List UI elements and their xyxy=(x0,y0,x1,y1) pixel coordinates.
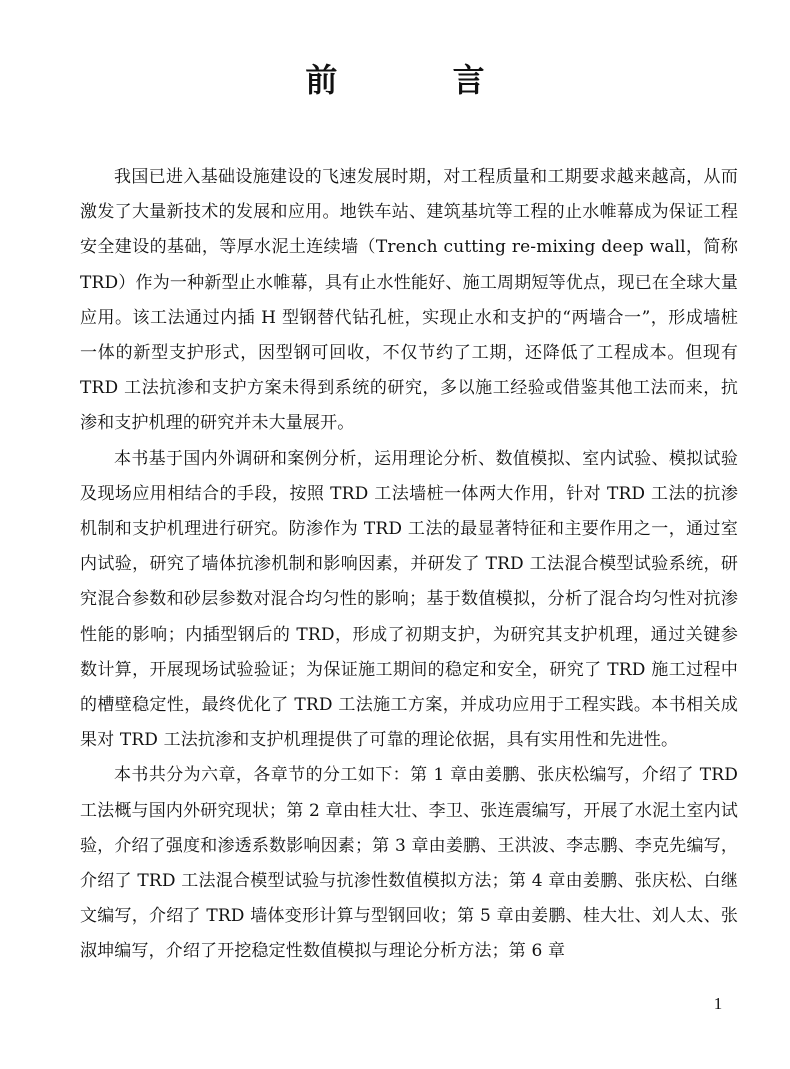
page-title: 前 言 xyxy=(305,61,537,99)
preface-body xyxy=(80,160,738,970)
paragraph-1: 我国已进入基础设施建设的飞速发展时期，对工程质量和工期要求越来越高，从而激发了大量新技术的发展和应用。地铁车站、建筑基坑等工程的止水帷幕成为保证工程安全建设的基础，等厚水泥土连续墙（Trench cutting re-mixing deep wall，简称 TRD）作为一种新型止水帷幕，具有止水性能好、施工周期短等优点，现已在全球大量应用。该工法通过内插 H 型钢替代钻孔桩，实现止水和支护的“两墙合一”，形成墙桩一体的新型支护形式，因型钢可回收，不仅节约了工期，还降低了工程成本。但现有 TRD 工法抗渗和支护方案未得到系统的研究，多以施工经验或借鉴其他工法而来，抗渗和支护机理的研究并未大量展开。 xyxy=(80,167,738,434)
paragraph-2: 本书基于国内外调研和案例分析，运用理论分析、数值模拟、室内试验、模拟试验及现场应用相结合的手段，按照 TRD 工法墙桩一体两大作用，针对 TRD 工法的抗渗机制和支护机理进行研究。防渗作为 TRD 工法的最显著特征和主要作用之一，通过室内试验，研究了墙体抗渗机制和影响因素，并研发了 TRD 工法混合模型试验系统，研究混合参数和砂层参数对混合均匀性的影响；基于数值模拟，分析了混合均匀性对抗渗性能的影响；内插型钢后的 TRD，形成了初期支护，为研究其支护机理，通过关键参数计算，开展现场试验验证；为保证施工期间的稳定和安全，研究了 TRD 施工过程中的槽壁稳定性，最终优化了 TRD 工法施工方案，并成功应用于工程实践。本书相关成果对 TRD 工法抗渗和支护机理提供了可靠的理论依据，具有实用性和先进性。 xyxy=(80,448,738,751)
paragraph-3: 本书共分为六章，各章节的分工如下：第 1 章由姜鹏、张庆松编写，介绍了 TRD 工法概与国内外研究现状；第 2 章由桂大壮、李卫、张连震编写，开展了水泥土室内试验，介绍了强度和渗透系数影响因素；第 3 章由姜鹏、王洪波、李志鹏、李克先编写，介绍了 TRD 工法混合模型试验与抗渗性数值模拟方法；第 4 章由姜鹏、张庆松、白继文编写，介绍了 TRD 墙体变形计算与型钢回收；第 5 章由姜鹏、桂大壮、刘人太、张淑坤编写，介绍了开挖稳定性数值模拟与理论分析方法；第 6 章 xyxy=(80,765,738,962)
page-number: 1 xyxy=(713,994,723,1013)
